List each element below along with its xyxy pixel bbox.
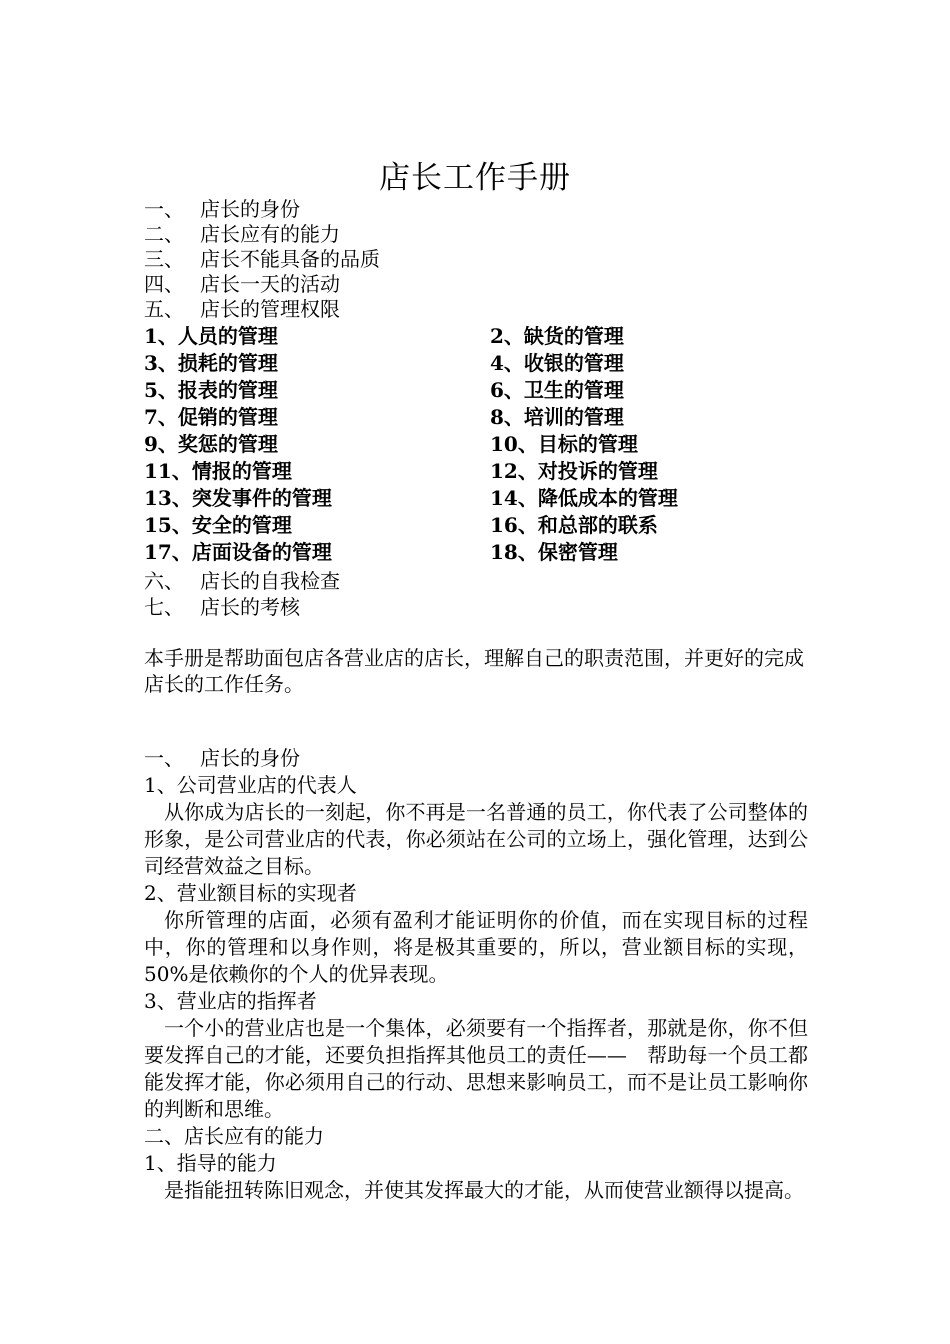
toc-sub-item: 4、收银的管理 [490, 351, 624, 375]
toc-sub-item: 2、缺货的管理 [490, 324, 624, 348]
toc-item-number: 五、 [144, 297, 184, 321]
section-heading: 二、店长应有的能力 [144, 1124, 324, 1148]
subsection-heading: 2、营业额目标的实现者 [144, 881, 357, 905]
toc-sub-item: 7、促销的管理 [144, 405, 278, 429]
toc-item-label: 店长的考核 [200, 595, 300, 619]
document-body [144, 745, 816, 1204]
toc-item-label: 店长一天的活动 [200, 272, 340, 296]
toc-item-label: 店长的管理权限 [200, 297, 340, 321]
toc-item-label: 店长的自我检查 [200, 569, 340, 593]
section-title: 店长的身份 [200, 746, 300, 770]
toc-item-label: 店长不能具备的品质 [200, 247, 380, 271]
toc-main-list [144, 197, 816, 322]
toc-item-number: 四、 [144, 272, 184, 296]
toc-sub-item: 13、突发事件的管理 [144, 486, 332, 510]
toc-sub-item: 6、卫生的管理 [490, 378, 624, 402]
toc-tail-list [144, 568, 816, 620]
toc-sub-item: 15、安全的管理 [144, 513, 292, 537]
toc-sub-item: 17、店面设备的管理 [144, 540, 332, 564]
toc-item-label: 店长应有的能力 [200, 222, 340, 246]
toc-item-number: 三、 [144, 247, 184, 271]
toc-item-number: 二、 [144, 222, 184, 246]
toc-sub-item: 16、和总部的联系 [490, 513, 658, 537]
toc-sub-item: 12、对投诉的管理 [490, 459, 658, 483]
toc-sub-item: 8、培训的管理 [490, 405, 624, 429]
subsection-heading: 1、公司营业店的代表人 [144, 773, 357, 797]
toc-item [144, 197, 816, 222]
toc-item [144, 594, 816, 620]
subsection-heading: 3、营业店的指挥者 [144, 989, 317, 1013]
paragraph: 从你成为店长的一刻起，你不再是一名普通的员工，你代表了公司整体的形象，是公司营业店的代表，你必须站在公司的立场上，强化管理，达到公司经营效益之目标。 [144, 800, 808, 878]
paragraph: 一个小的营业店也是一个集体，必须要有一个指挥者，那就是你，你不但要发挥自己的才能，还要负担指挥其他员工的责任—— 帮助每一个员工都能发挥才能，你必须用自己的行动、思想来影响员工，而不是让员工影响你的判断和思维。 [144, 1016, 808, 1121]
toc-item [144, 247, 816, 272]
toc-item [144, 297, 816, 322]
toc-sub-item: 5、报表的管理 [144, 378, 278, 402]
section-number: 一、 [144, 746, 184, 770]
subsection-heading: 1、指导的能力 [144, 1151, 277, 1175]
toc-sub-item: 18、保密管理 [490, 540, 618, 564]
toc-sub-item: 11、情报的管理 [144, 459, 292, 483]
toc-item-label: 店长的身份 [200, 197, 300, 221]
toc-item-number: 七、 [144, 595, 184, 619]
toc-item-number: 六、 [144, 569, 184, 593]
toc-sub-item: 3、损耗的管理 [144, 351, 278, 375]
toc-item [144, 222, 816, 247]
toc-sub-item: 14、降低成本的管理 [490, 486, 678, 510]
intro-paragraph: 本手册是帮助面包店各营业店的店长，理解自己的职责范围，并更好的完成店长的工作任务。 [144, 646, 804, 696]
paragraph: 是指能扭转陈旧观念，并使其发挥最大的才能，从而使营业额得以提高。 [164, 1178, 804, 1202]
document-title: 店长工作手册 [379, 160, 571, 196]
section-heading [144, 745, 816, 772]
toc-item [144, 272, 816, 297]
paragraph: 你所管理的店面，必须有盈利才能证明你的价值，而在实现目标的过程中，你的管理和以身作则，将是极其重要的，所以，营业额目标的实现，50%是依赖你的个人的优异表现。 [144, 908, 808, 986]
toc-item [144, 568, 816, 594]
toc-sub-item: 9、奖惩的管理 [144, 432, 278, 456]
toc-sub-item: 10、目标的管理 [490, 432, 638, 456]
toc-sub-list [144, 323, 816, 566]
toc-item-number: 一、 [144, 197, 184, 221]
toc-sub-item: 1、人员的管理 [144, 324, 278, 348]
